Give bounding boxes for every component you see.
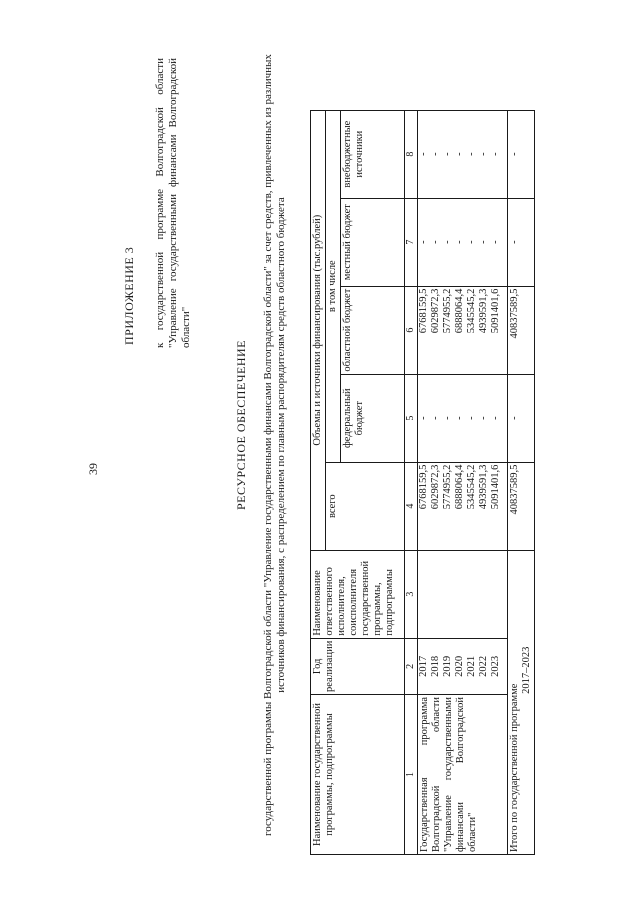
total-value: 4939591,3 — [478, 464, 489, 510]
program-federal-cell — [418, 374, 508, 462]
total-label-cell — [508, 550, 535, 854]
appendix-reference: к государственной программе Волгоградской области "Управление государственными финансами Волгоградской области" — [154, 58, 192, 348]
local-value: - — [442, 240, 453, 244]
federal-value: - — [466, 416, 477, 420]
federal-value: - — [442, 416, 453, 420]
program-extrabudget-cell — [418, 110, 508, 198]
column-number: 3 — [405, 550, 418, 638]
header-local: местный бюджет — [341, 198, 405, 286]
local-value: - — [478, 240, 489, 244]
year-value: 2018 — [430, 655, 441, 677]
total-federal-value: - — [508, 374, 535, 462]
column-number: 4 — [405, 462, 418, 550]
document-heading: РЕСУРСНОЕ ОБЕСПЕЧЕНИЕ — [234, 339, 248, 510]
federal-value: - — [454, 416, 465, 420]
total-extrabudget-value: - — [508, 110, 535, 198]
local-value: - — [418, 240, 429, 244]
regional-value: 6029872,3 — [430, 288, 441, 334]
regional-value: 5345545,2 — [466, 288, 477, 334]
header-year: Год реализации — [311, 638, 405, 694]
regional-value: 6768159,5 — [418, 288, 429, 334]
total-value: 5774955,2 — [442, 464, 453, 510]
year-value: 2017 — [418, 655, 429, 677]
total-label: Итого по государственной программе — [509, 683, 520, 852]
appendix-title: ПРИЛОЖЕНИЕ 3 — [122, 246, 136, 345]
year-value: 2020 — [454, 655, 465, 677]
total-value: 6768159,5 — [418, 464, 429, 510]
header-including: в том числе — [326, 110, 341, 462]
program-regional-cell — [418, 286, 508, 374]
total-value: 5091401,6 — [490, 464, 501, 510]
document-subheading: государственной программы Волгоградской области "Управление государственными финансами Волгоградской области" за счет средств, привлеченных из различных источников финансирования, с распределением по главным распорядителям средств областного бюджета — [262, 54, 287, 836]
program-local-cell — [418, 198, 508, 286]
total-value: 6029872,3 — [430, 464, 441, 510]
year-value: 2023 — [490, 655, 501, 677]
program-name-cell — [418, 695, 508, 855]
regional-value: 6888064,4 — [454, 288, 465, 334]
regional-value: 5774955,2 — [442, 288, 453, 334]
local-value: - — [454, 240, 465, 244]
program-years-cell — [418, 638, 508, 694]
regional-value: 5091401,6 — [490, 288, 501, 334]
column-number: 2 — [405, 638, 418, 694]
local-value: - — [466, 240, 477, 244]
total-row — [508, 110, 535, 854]
header-program-name: Наименование государственной программы, подпрограммы — [311, 695, 405, 855]
column-number: 5 — [405, 374, 418, 462]
extrabudget-value: - — [418, 152, 429, 156]
year-value: 2019 — [442, 655, 453, 677]
federal-value: - — [418, 416, 429, 420]
total-years: 2017–2023 — [521, 646, 532, 694]
column-number-row — [405, 110, 418, 854]
header-extrabudget: внебюджетные источники — [341, 110, 405, 198]
program-row — [418, 110, 508, 854]
total-local-value: - — [508, 198, 535, 286]
program-name: Государственная программа Волгоградской области "Управление государственными финансами Волгоградской области" — [419, 697, 478, 852]
column-number: 1 — [405, 695, 418, 855]
total-value: 5345545,2 — [466, 464, 477, 510]
local-value: - — [490, 240, 501, 244]
resource-table — [310, 110, 535, 855]
federal-value: - — [490, 416, 501, 420]
extrabudget-value: - — [454, 152, 465, 156]
column-number: 8 — [405, 110, 418, 198]
extrabudget-value: - — [442, 152, 453, 156]
federal-value: - — [478, 416, 489, 420]
page-number: 39 — [86, 463, 100, 475]
header-total: всего — [326, 462, 405, 550]
extrabudget-value: - — [466, 152, 477, 156]
column-number: 7 — [405, 198, 418, 286]
header-regional: областной бюджет — [341, 286, 405, 374]
column-number: 6 — [405, 286, 418, 374]
regional-value: 4939591,3 — [478, 288, 489, 334]
header-executor: Наименование ответственного исполнителя, соисполнителя государственной программы, подпрограммы — [311, 550, 405, 638]
program-total-cell — [418, 462, 508, 550]
extrabudget-value: - — [478, 152, 489, 156]
year-value: 2022 — [478, 655, 489, 677]
header-federal: федеральный бюджет — [341, 374, 405, 462]
header-funding-group: Объемы и источники финансирования (тыс.рублей) — [311, 110, 326, 550]
federal-value: - — [430, 416, 441, 420]
total-value: 6888064,4 — [454, 464, 465, 510]
total-all-value: 40837589,5 — [508, 462, 535, 550]
extrabudget-value: - — [430, 152, 441, 156]
extrabudget-value: - — [490, 152, 501, 156]
year-value: 2021 — [466, 655, 477, 677]
program-executor-cell — [418, 550, 508, 638]
total-regional-value: 40837589,5 — [508, 286, 535, 374]
local-value: - — [430, 240, 441, 244]
